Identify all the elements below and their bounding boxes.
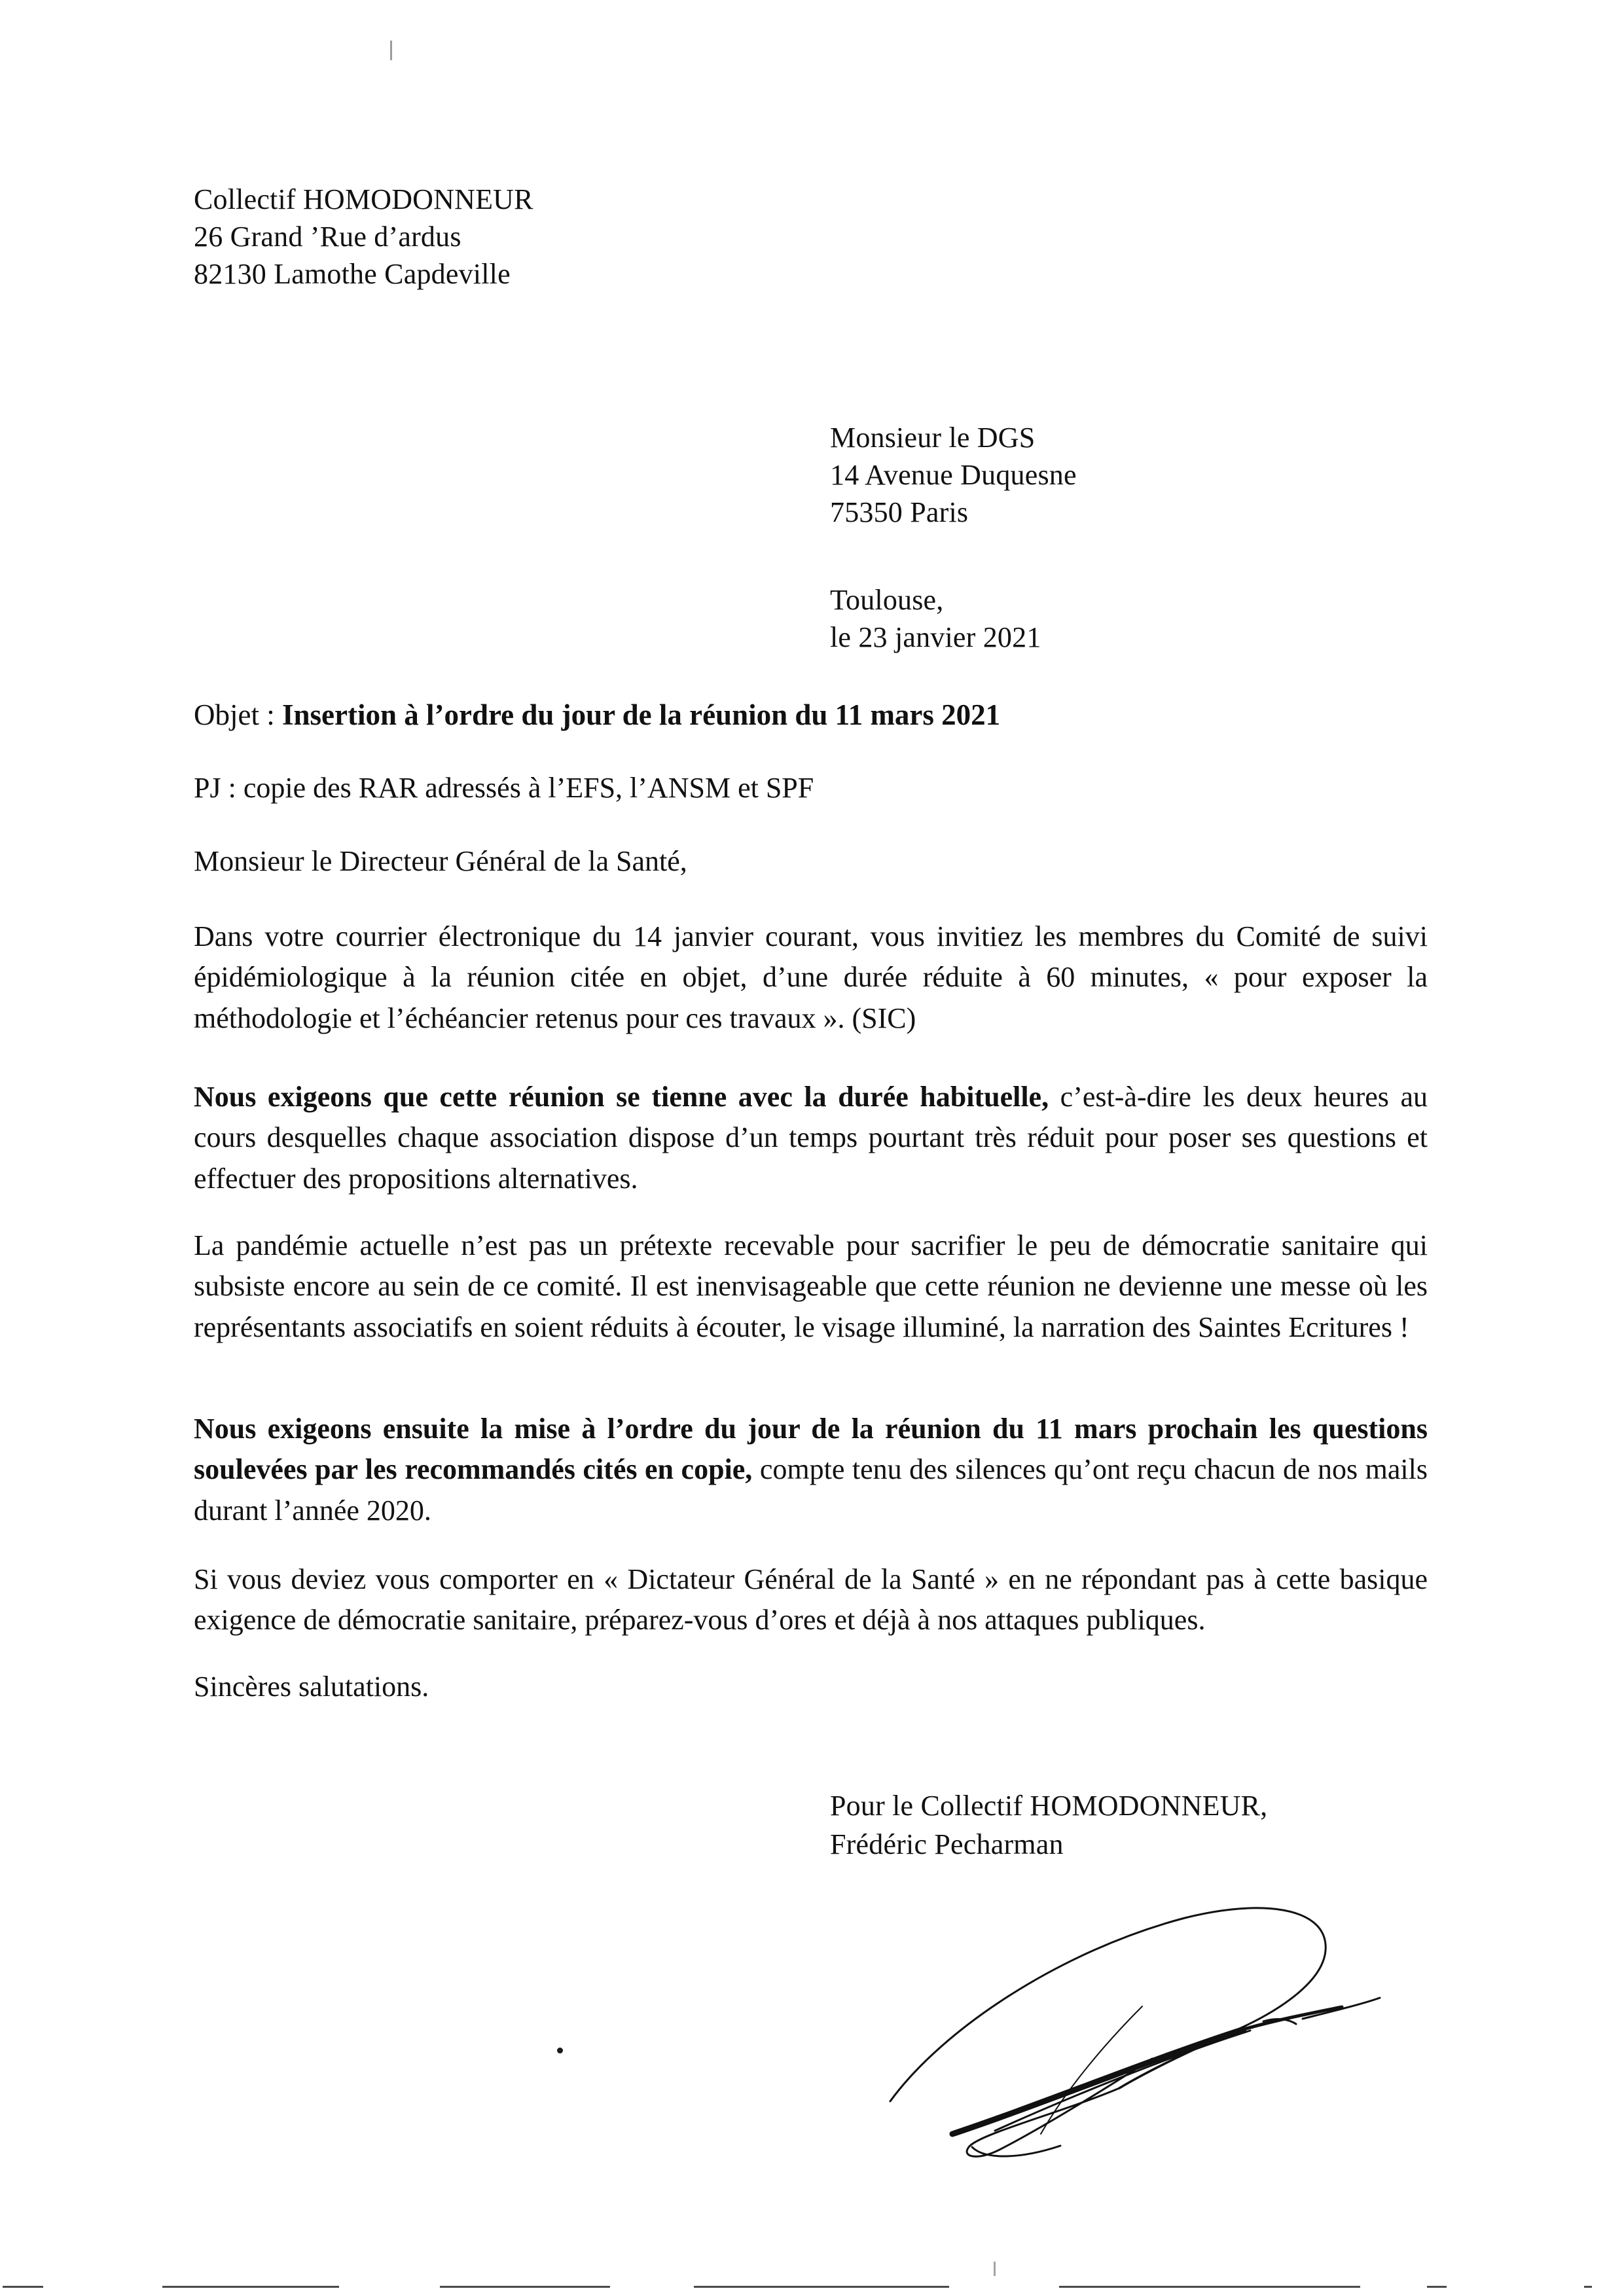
body-paragraph-4-rest: compte tenu des silences qu’ont reçu chacun de nos mails durant l’année 2020. xyxy=(194,1453,1428,1527)
scan-artifact-bottom-6 xyxy=(1427,2286,1447,2288)
recipient-address-block xyxy=(830,419,1419,532)
body-paragraph-2-emphasis: Nous exigeons que cette réunion se tienne avec la durée habituelle, xyxy=(194,1081,1049,1113)
sender-line-2: 26 Grand ’Rue d’ardus xyxy=(194,221,461,253)
signoff-organisation: Pour le Collectif HOMODONNEUR, xyxy=(830,1790,1268,1822)
body-paragraph-1: Dans votre courrier électronique du 14 janvier courant, vous invitiez les membres du Comité de suivi épidémiologique à la réunion citée en objet, d’une durée réduite à 60 minutes, « pour exposer la méthodologie et l’échéancier retenus pour ces travaux ». (SIC) xyxy=(194,920,1428,1034)
sender-line-3: 82130 Lamothe Capdeville xyxy=(194,258,511,291)
subject-text: Insertion à l’ordre du jour de la réunion du 11 mars 2021 xyxy=(281,698,1001,731)
attachments-line: PJ : copie des RAR adressés à l’EFS, l’ANSM et SPF xyxy=(194,772,814,804)
dateline-block xyxy=(830,581,1419,656)
scan-artifact-top xyxy=(390,41,392,60)
scan-artifact-bottom-4 xyxy=(694,2286,949,2288)
scan-artifact-bottom-5 xyxy=(1059,2286,1360,2288)
subject-label: Objet : xyxy=(194,698,282,731)
body-paragraph-5: Si vous deviez vous comporter en « Dictateur Général de la Santé » en ne répondant pas à cette basique exigence de démocratie sanitaire, préparez-vous d’ores et déjà à nos attaques publiques. xyxy=(194,1563,1428,1636)
recipient-line-1: Monsieur le DGS xyxy=(830,422,1036,454)
sender-address-block xyxy=(194,181,848,293)
scan-artifact-bottom-3 xyxy=(440,2286,610,2288)
closing-salutation: Sincères salutations. xyxy=(194,1671,429,1703)
body-paragraph-3: La pandémie actuelle n’est pas un prétexte recevable pour sacrifier le peu de démocratie sanitaire qui subsiste encore au sein de ce comité. Il est inenvisageable que cette réunion ne devienne une messe où les représentants associatifs en soient réduits à écouter, le visage illuminé, la narration des Saintes Ecritures ! xyxy=(194,1229,1428,1343)
scan-artifact-bottom-2 xyxy=(162,2286,339,2288)
signoff-name: Frédéric Pecharman xyxy=(830,1828,1064,1860)
recipient-line-3: 75350 Paris xyxy=(830,496,969,529)
body-paragraph-2-rest: c’est-à-dire les deux heures au cours desquelles chaque association dispose d’un temps pourtant très réduit pour poser ses questions et effectuer des propositions alternatives. xyxy=(194,1081,1428,1195)
scan-artifact-bottom-7 xyxy=(1584,2286,1592,2288)
subject-line xyxy=(194,696,1437,734)
greeting-line: Monsieur le Directeur Général de la Santé, xyxy=(194,845,687,877)
dateline-city: Toulouse, xyxy=(830,584,944,616)
body-paragraph-2 xyxy=(194,1077,1428,1199)
scan-artifact-bottom-1 xyxy=(3,2286,43,2288)
sender-line-1: Collectif HOMODONNEUR xyxy=(194,183,533,215)
scan-artifact-bottom-tick xyxy=(994,2262,996,2276)
body-paragraph-4-emphasis: Nous exigeons ensuite la mise à l’ordre du jour de la réunion du 11 mars prochain les questions soulevées par les recommandés cités en copie, xyxy=(194,1413,1428,1486)
stray-ink-dot xyxy=(557,2048,563,2053)
recipient-line-2: 14 Avenue Duquesne xyxy=(830,459,1077,492)
body-paragraph-4 xyxy=(194,1409,1428,1531)
signoff-block xyxy=(830,1787,1550,1864)
handwritten-signature xyxy=(844,1872,1381,2160)
dateline-date: le 23 janvier 2021 xyxy=(830,621,1041,654)
